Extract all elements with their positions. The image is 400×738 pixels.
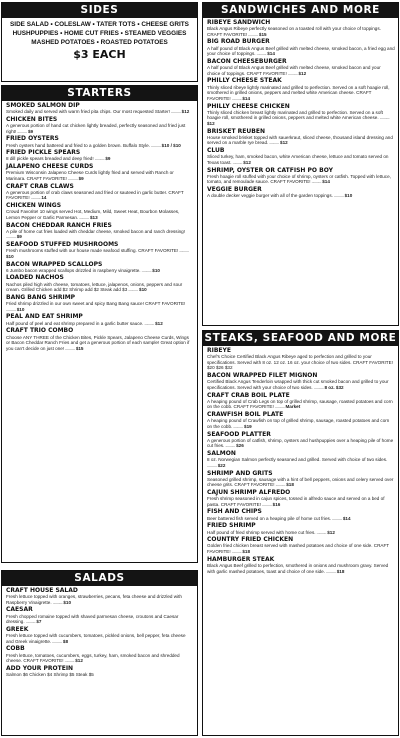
menu-item-desc-text: A heaping pound of Crawfish on top of grilled shrimp, sausage, roasted potatoes and corn on the cobb. [207, 418, 390, 429]
menu-item-price: $12 [243, 159, 251, 165]
menu-item [6, 626, 194, 644]
menu-item-description [6, 614, 194, 625]
menu-item-name: FRIED OYSTERS [6, 135, 59, 143]
menu-item [6, 606, 194, 624]
menu-item-price: $14 [322, 179, 330, 185]
price-leader: .......... [78, 214, 90, 220]
menu-item [6, 587, 194, 605]
price-leader: .......... [149, 142, 162, 148]
menu-item [207, 522, 395, 535]
menu-item-description [6, 594, 194, 605]
menu-item [6, 327, 194, 351]
menu-item-description [6, 190, 194, 201]
menu-item [207, 103, 395, 127]
menu-item-price: $12 [298, 70, 307, 76]
starters-list [2, 101, 197, 351]
menu-item-description [207, 65, 395, 76]
menu-item-name: CAJUN SHRIMP ALFREDO [207, 488, 291, 496]
salads-header: SALADS [2, 571, 197, 586]
menu-item-price: $18 [242, 549, 251, 555]
price-leader: .......... [169, 109, 182, 115]
menu-item-desc-text: 8 dill pickle spears breaded and deep fried! [6, 156, 94, 162]
menu-item-price: $22 [217, 462, 226, 468]
salads-panel [1, 570, 198, 736]
steaks-panel [202, 330, 399, 736]
price-leader: .......... [16, 128, 28, 134]
menu-item [207, 77, 395, 101]
menu-item-desc-text: Half pound of fried shrimp served with home cut fries. [207, 529, 316, 535]
menu-item-description [6, 321, 194, 327]
sides-line: SIDE SALAD • COLESLAW • TATER TOTS • CHEESE GRITS [10, 21, 189, 28]
price-leader: .......... [331, 515, 343, 521]
menu-item-name: CAESAR [6, 606, 33, 614]
menu-item [207, 489, 395, 507]
price-leader: .......... [255, 51, 268, 57]
menu-item [207, 450, 395, 468]
price-leader: .......... [224, 443, 237, 449]
menu-item [6, 261, 194, 274]
menu-item-desc-text: Beer battered fish served on a heaping pile of home cut fries. [207, 515, 332, 521]
menu-item-description [6, 109, 194, 115]
menu-item-description [207, 563, 395, 574]
sides-price: $3 EACH [73, 48, 126, 61]
menu-item-desc-text: A generous portion of hand cut chicken lightly breaded, perfectly seasoned and fried just right! [6, 123, 186, 134]
menu-item-name: PEAL AND EAT SHRIMP [6, 313, 83, 321]
menu-item-description [6, 209, 194, 220]
menu-item-name: SHRIMP AND GRITS [207, 469, 273, 477]
menu-item [207, 186, 395, 199]
price-leader: .......... [286, 70, 299, 76]
price-leader: .......... [127, 287, 140, 293]
menu-item-price: $12 [327, 529, 335, 535]
menu-item [6, 149, 194, 162]
menu-item-desc-text: A generous portion of crab claws seasoned and fried or sauteed in garlic butter. CRAFT FAVORITE! [6, 189, 184, 201]
menu-item-desc-text: Thinly sliced chicken breast lightly marinated and grilled to perfection. Served on a soft hoagie roll, smothered in grilled onions, peppers and melted white American cheese. [207, 109, 383, 121]
menu-item [207, 508, 395, 521]
menu-item-description [207, 438, 395, 449]
price-leader: .......... [273, 404, 286, 410]
menu-item-desc-text: Black Angus Ribeye perfectly seasoned on a toasted roll with your choice of toppings. CRAFT FAVORITE! [207, 26, 381, 37]
price-leader: .......... [378, 115, 390, 121]
menu-item-description [207, 496, 395, 507]
menu-item-name: SEAFOOD STUFFED MUSHROOMS [6, 241, 119, 249]
menu-item-price: $10 [16, 306, 25, 312]
menu-item-description [207, 135, 395, 146]
menu-item [6, 202, 194, 220]
sandwiches-header: SANDWICHES AND MORE [203, 3, 398, 18]
menu-item-price: $14 [242, 95, 251, 101]
starters-panel [1, 85, 198, 563]
menu-item [207, 470, 395, 488]
menu-item-description [6, 282, 194, 293]
menu-item-desc-text: Half pound of peel and eat shrimp prepared in a garlic butter sauce. [6, 320, 144, 326]
sides-line: MASHED POTATOES • ROASTED POTATOES [31, 39, 168, 46]
menu-item-name: FISH AND CHIPS [207, 508, 262, 516]
menu-item-price: $8 [62, 638, 69, 644]
menu-item-name: BIG ROAD BURGER [207, 38, 270, 46]
menu-item-desc-text: Fresh shrimp seasoned in cajun spices, tossed in alfredo sauce and served on a bed of pasta. CRAFT FAVORITE! [207, 496, 385, 507]
steaks-header: STEAKS, SEAFOOD AND MORE [204, 332, 397, 344]
menu-item [6, 163, 194, 181]
menu-item-desc-text: Fresh mushrooms stuffed with our house made seafood stuffing. CRAFT FAVORITE! [6, 248, 179, 254]
menu-item-description [6, 248, 194, 259]
sandwiches-list [203, 18, 398, 199]
menu-item-description [6, 170, 194, 181]
menu-item-name: VEGGIE BURGER [207, 186, 262, 194]
menu-item-description [207, 530, 395, 536]
menu-item [207, 431, 395, 449]
menu-item-price: $9 [27, 128, 34, 134]
price-leader: .......... [63, 658, 76, 664]
menu-item [6, 294, 194, 312]
price-leader: .......... [274, 482, 287, 488]
menu-item-description [6, 143, 194, 149]
menu-item-name: PHILLY CHEESE STEAK [207, 77, 282, 85]
menu-item-description [207, 543, 395, 554]
menu-item [6, 274, 194, 292]
sides-header: SIDES [2, 3, 197, 18]
menu-item-price: $12 [155, 320, 163, 326]
menu-item-name: FRIED SHRIMP [207, 522, 256, 530]
menu-item-description [6, 335, 194, 352]
menu-item-desc-text: A double decker veggie burger with all of the garden toppings. [207, 193, 333, 199]
menu-item-price: $10 [63, 599, 72, 605]
menu-item-description [6, 156, 194, 162]
starters-header: STARTERS [2, 86, 197, 101]
menu-item-name: ADD YOUR PROTEIN [6, 664, 74, 672]
menu-item-description [6, 301, 194, 312]
menu-item-description [207, 457, 395, 468]
menu-item [6, 116, 194, 134]
menu-item-desc-text: 6 Jumbo bacon wrapped scallops drizzled in raspberry vinaigrette. [6, 267, 141, 273]
menu-item [6, 183, 194, 201]
price-leader: .......... [315, 529, 328, 535]
menu-item-name: CRAWFISH BOIL PLATE [207, 411, 284, 419]
menu-item-price: $12 [75, 658, 83, 664]
menu-item [207, 58, 395, 76]
menu-item-price: $13 [89, 214, 98, 220]
price-leader: .......... [312, 384, 325, 390]
price-leader: .......... [24, 619, 37, 625]
menu-item-name: COUNTRY FRIED CHICKEN [207, 536, 294, 544]
menu-item-price: $15 [258, 31, 267, 37]
menu-item-name: CLUB [207, 147, 225, 155]
menu-item-price: $10 / $10 [161, 142, 181, 148]
menu-item-desc-text: Salmon $6 Chicken $4 Shrimp $5 Steak $5 [6, 672, 94, 678]
menu-item [207, 536, 395, 554]
menu-item-name: BRISKET REUBEN [207, 127, 265, 135]
menu-item-description [207, 477, 395, 488]
menu-item-desc-text: Sliced turkey, ham, smoked bacon, white American cheese, lettuce and tomato served on Texas toast. [207, 154, 389, 165]
price-leader: .......... [143, 320, 156, 326]
sides-panel [1, 2, 198, 82]
menu-item-desc-text: Fresh oysters hand battered and fried to a golden brown. Buffalo Style. [6, 142, 150, 148]
menu-item-name: GREEK [6, 625, 29, 633]
menu-item [6, 645, 194, 663]
menu-item-desc-text: Premium Wisconsin Jalapeno Cheese Curds lightly fried and served with Ranch or Marinara. CRAFT FAVORITE! [6, 170, 174, 181]
price-leader: .......... [51, 638, 63, 644]
menu-item-desc-text: A generous portion of catfish, shrimp, oysters and hushpuppies over a heaping pile of home cut fries. [207, 437, 394, 449]
menu-item-description [6, 672, 194, 678]
menu-item [6, 135, 194, 148]
price-leader: .......... [29, 195, 42, 201]
price-leader: .......... [6, 306, 17, 312]
menu-item-price: $10 [6, 253, 14, 259]
menu-item [207, 392, 395, 410]
menu-item-desc-text: Thinly sliced ribeye lightly marinated and grilled to perfection. Served on a soft hoagie roll, smothered in grilled onions, peppers and melted white American cheese. CRAFT FAVORITE! [207, 84, 390, 101]
menu-item [207, 19, 395, 37]
menu-item-name: CRAFT CRAB CLAWS [6, 182, 74, 190]
menu-item-desc-text: Black Angus Beef grilled to perfection, smothered in onions and mushroom gravy. Served with garlic mashed potatoes, toast and choice of one side. [207, 562, 389, 574]
menu-item-price: $14 [267, 51, 275, 57]
menu-item-description [207, 418, 395, 429]
menu-item-description [207, 174, 395, 185]
menu-item-price: $12 [207, 120, 215, 126]
menu-item-name: CHICKEN WINGS [6, 202, 62, 210]
menu-item [207, 38, 395, 56]
menu-item-price: $9 [16, 234, 22, 240]
menu-item-name: SALMON [207, 450, 236, 458]
menu-item-desc-text: Smoked daily and served with warm fried pita chips. Our most requested Starter! [6, 109, 170, 115]
price-leader: .......... [310, 179, 323, 185]
menu-item-desc-text: A half pound of Black Angus Beef grilled with melted cheese, smoked bacon and your choice of toppings. CRAFT FAVORITE! [207, 65, 381, 76]
menu-item-price: $9 [105, 156, 111, 162]
menu-item-name: HAMBURGER STEAK [207, 555, 275, 563]
menu-item-name: FRIED PICKLE SPEARS [6, 149, 81, 157]
menu-item [207, 167, 395, 185]
menu-item [6, 665, 194, 678]
menu-item [207, 372, 395, 390]
menu-item-price: $10 [152, 267, 160, 273]
price-leader: .......... [51, 599, 64, 605]
menu-item-description [207, 110, 395, 127]
menu-item-description [207, 193, 395, 199]
menu-item-price: $26 [236, 443, 244, 449]
menu-item-price: $19 [244, 423, 252, 429]
menu-item-name: RIBEYE [207, 347, 231, 354]
menu-item-desc-text: Fried shrimp drizzled in our own sweet and spicy Bang Bang sauce! CRAFT FAVORITE! [6, 301, 186, 307]
menu-item-name: COBB [6, 645, 25, 653]
menu-item-description [6, 229, 194, 240]
menu-item-description [6, 123, 194, 134]
menu-item-name: SHRIMP, OYSTER OR CATFISH PO BOY [207, 166, 333, 174]
menu-item-name: SEAFOOD PLATTER [207, 430, 271, 438]
menu-item-name: CHICKEN BITES [6, 115, 58, 123]
menu-item [207, 128, 395, 146]
sides-line: HUSHPUPPIES • HOME CUT FRIES • STEAMED VEGGIES [12, 30, 187, 37]
menu-item-name: BACON WRAPPED FILET MIGNON [207, 372, 318, 380]
menu-item-desc-text: Crowd Favorite! 10 wings served Hot, Medium, Mild, Sweet Heat, Bourbon Molasses, Lemon Pepper or Garlic Parmesan. [6, 209, 180, 220]
price-leader: .......... [332, 193, 345, 199]
menu-item-name: LOADED NACHOS [6, 274, 64, 282]
menu-item [6, 313, 194, 326]
menu-item-name: BACON WRAPPED SCALLOPS [6, 260, 103, 268]
sides-list [2, 18, 197, 61]
price-leader: .......... [93, 156, 106, 162]
menu-item-price: 8 oz. $32 [324, 384, 344, 390]
menu-item-price: $9 [78, 175, 84, 181]
price-leader: .......... [178, 248, 190, 254]
price-leader: .......... [260, 501, 273, 507]
menu-item-name: CRAFT CRAB BOIL PLATE [207, 391, 290, 399]
price-leader: .......... [6, 234, 17, 240]
menu-item-name: JALAPENO CHEESE CURDS [6, 163, 94, 171]
salads-list [2, 586, 197, 678]
price-leader: .......... [207, 462, 218, 468]
menu-item-name: CRAFT HOUSE SALAD [6, 587, 78, 594]
menu-item-description [207, 154, 395, 165]
menu-item-desc-text: 8 oz. Norwegian Salmon perfectly seasoned and grilled. Served with choice of two sides. [207, 457, 388, 463]
menu-item-price: Market [285, 404, 301, 410]
menu-item-description [207, 26, 395, 37]
menu-item-price: $12 [181, 109, 190, 115]
menu-item-desc-text: Fresh lettuce topped with oranges, strawberries, pecans, feta cheese and drizzled with Raspberry Vinaigrette. [6, 594, 182, 605]
menu-item-desc-text: Seasoned grilled shrimp, sausage with a hint of bell peppers, onions and celery served over cheese grits. CRAFT FAVORITE! [207, 476, 394, 488]
menu-item-description [207, 399, 395, 410]
menu-item [6, 222, 194, 240]
menu-item-description [6, 653, 194, 664]
menu-item-price: $16 [272, 501, 281, 507]
menu-item-name: BACON CHEDDAR RANCH FRIES [6, 221, 112, 229]
menu-item [207, 556, 395, 574]
menu-item-desc-text: Fresh lettuce topped with cucumbers, tomatoes, pickled onions, bell pepper, feta cheese and Greek vinaigrette. [6, 633, 186, 644]
menu-item [207, 347, 395, 371]
price-leader: .......... [140, 267, 153, 273]
menu-item-description [207, 46, 395, 57]
menu-item-desc-text: Chef's Choice Certified Black Angus Ribeye aged to perfection and grilled to your specifications. Served with 8 oz. 12 oz. 16 oz. your choice of two sides. CRAFT FAVORITE! $20 $26 $32 [207, 354, 393, 371]
price-leader: .......... [66, 175, 79, 181]
menu-item-price: $14 [342, 515, 351, 521]
menu-item-name: BACON CHEESEBURGER [207, 57, 287, 65]
menu-item-description [6, 633, 194, 644]
menu-item-desc-text: House smoked brisket topped with sauerkraut, sliced cheese, thousand island dressing and served on a marble rye bread. [207, 134, 393, 146]
menu-item-desc-text: A heaping pound of Crab Legs on top of grilled shrimp, sausage, roasted potatoes and corn on the cobb. CRAFT FAVORITE! [207, 398, 393, 410]
price-leader: .......... [231, 159, 244, 165]
menu-item-price: $10 [139, 287, 147, 293]
menu-item-description [6, 268, 194, 274]
price-leader: .......... [230, 95, 243, 101]
menu-item-price: $18 [286, 482, 294, 488]
menu-item-price: $15 [75, 345, 84, 351]
menu-item-name: PHILLY CHEESE CHICKEN [207, 102, 290, 110]
menu-item-desc-text: A half pound of Black Angus Beef grilled with melted cheese, smoked bacon, a fried egg and your choice of toppings. [207, 45, 395, 57]
price-leader: .......... [247, 31, 259, 37]
menu-item-desc-text: Fresh lettuce, tomatoes, cucumbers, eggs, turkey, ham, smoked bacon and shredded cheese. CRAFT FAVORITE! [6, 652, 180, 664]
menu-item-price: 14 [41, 195, 47, 201]
menu-item-description [207, 379, 395, 390]
menu-item-desc-text: Nachos piled high with cheese, tomatoes, lettuce, jalapenos, onions, peppers and sour cream. Grilled Chicken add $2 Shrimp add $2 Steak add $3 [6, 281, 183, 293]
menu-item-description [207, 85, 395, 102]
menu-item [207, 411, 395, 429]
price-leader: .......... [268, 140, 281, 146]
menu-item-desc-text: Fresh hoagie roll stuffed with your choice of shrimp, oysters or catfish. Topped with lettuce, tomato, and remoulade sauce. CRAFT FAVORITE! [207, 173, 391, 185]
sandwiches-panel [202, 2, 399, 326]
menu-item-price: $10 [344, 193, 353, 199]
menu-item-price: $18 [336, 568, 345, 574]
menu-item-price: $7 [36, 619, 42, 625]
price-leader: .......... [64, 345, 76, 351]
menu-item-name: BANG BANG SHRIMP [6, 293, 76, 301]
menu-item-desc-text: A pile of home cut fries loaded with cheddar cheese, smoked bacon and ranch dressing! [6, 228, 186, 234]
menu-item-description [207, 354, 395, 371]
menu-item-desc-text: Fresh chopped romaine topped with shaved parmesan cheese, croutons and Caesar dressing. [6, 613, 179, 625]
menu-item-name: SMOKED SALMON DIP [6, 102, 80, 109]
menu-item [6, 102, 194, 115]
menu-item-price: $12 [280, 140, 288, 146]
price-leader: .......... [324, 568, 337, 574]
price-leader: .......... [232, 423, 245, 429]
menu-item-name: RIBEYE SANDWICH [207, 19, 271, 26]
menu-item-desc-text: Golden fried chicken breast served with mashed potatoes and choice of one side. CRAFT FAVORITE! [207, 543, 389, 555]
menu-item-description [207, 516, 395, 522]
steaks-list [203, 346, 398, 574]
menu-item [6, 241, 194, 259]
menu-item [207, 147, 395, 165]
menu-item-desc-text: Certified Black Angus Tenderloin wrapped with thick cut smoked bacon and grilled to your specifications. Served with your choice of two sides. [207, 379, 389, 390]
menu-item-name: CRAFT TRIO COMBO [6, 327, 74, 335]
price-leader: .......... [230, 549, 243, 555]
menu-item-desc-text: Choose ANY THREE of the Chicken Bites, Pickle Spears, Jalapeno Cheese Curds, Wings or Bacon Cheddar Ranch Fries and get a generous portion of each sample! Great option if you can't decide on just one! [6, 334, 190, 351]
